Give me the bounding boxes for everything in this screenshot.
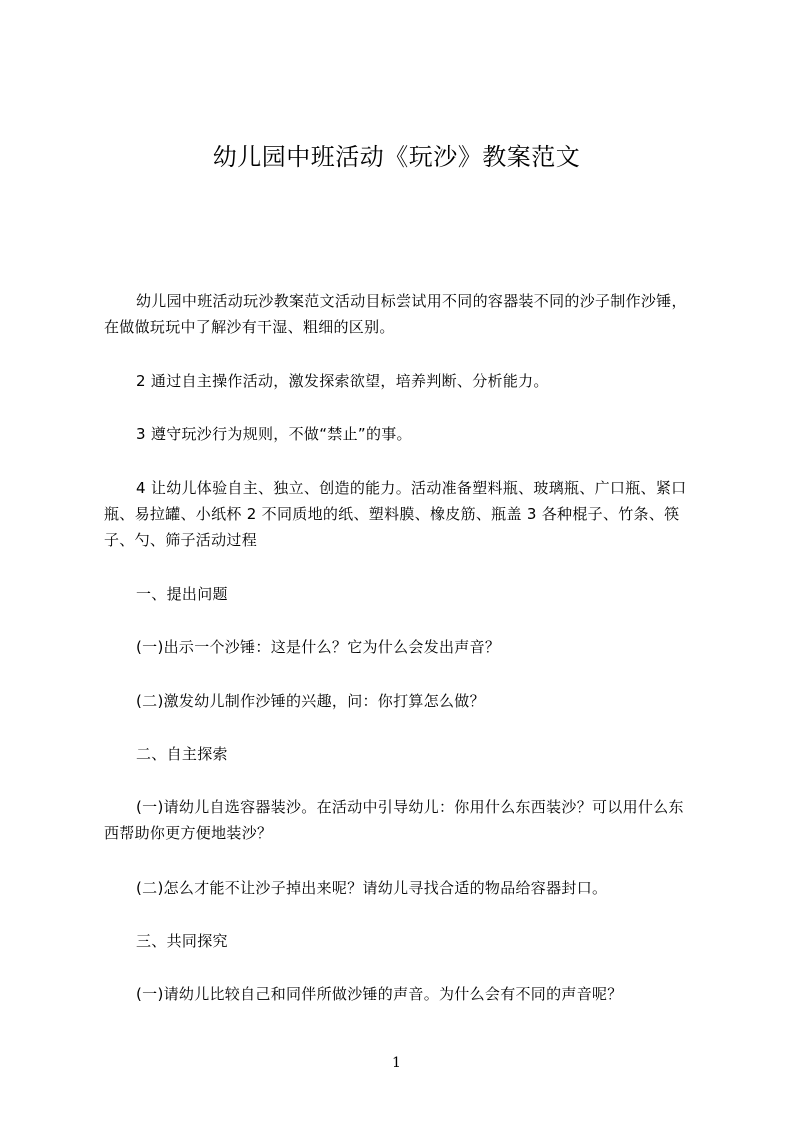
paragraph-2-1: (一)请幼儿自选容器装沙。在活动中引导幼儿：你用什么东西装沙？可以用什么东西帮助你更方便地装沙？ (104, 798, 684, 842)
paragraph-goal-3: 3 遵守玩沙行为规则，不做“禁止”的事。 (136, 425, 412, 443)
section-heading-1: 一、提出问题 (136, 585, 228, 603)
paragraph-goal-4-preparation: 4 让幼儿体验自主、独立、创造的能力。活动准备塑料瓶、玻璃瓶、广口瓶、紧口瓶、易拉罐、小纸杯 2 不同质地的纸、塑料膜、橡皮筋、瓶盖 3 各种棍子、竹条、筷子、勺、筛子活动过程 (104, 479, 687, 549)
paragraph-goal-2: 2 通过自主操作活动，激发探索欲望，培养判断、分析能力。 (136, 372, 549, 390)
page-number: 1 (392, 1055, 401, 1071)
paragraph-3-1: (一)请幼儿比较自己和同伴所做沙锤的声音。为什么会有不同的声音呢？ (136, 985, 623, 1003)
paragraph-2-2: (二)怎么才能不让沙子掉出来呢？请幼儿寻找合适的物品给容器封口。 (136, 879, 608, 897)
section-heading-2: 二、自主探索 (136, 745, 228, 763)
paragraph-1-1: (一)出示一个沙锤：这是什么？它为什么会发出声音？ (136, 638, 501, 656)
paragraph-1-2: (二)激发幼儿制作沙锤的兴趣，问：你打算怎么做？ (136, 692, 485, 710)
document-title: 幼儿园中班活动《玩沙》教案范文 (212, 143, 581, 171)
section-heading-3: 三、共同探究 (136, 932, 228, 950)
paragraph-intro: 幼儿园中班活动玩沙教案范文活动目标尝试用不同的容器装不同的沙子制作沙锤，在做做玩玩中了解沙有干湿、粗细的区别。 (104, 292, 687, 336)
